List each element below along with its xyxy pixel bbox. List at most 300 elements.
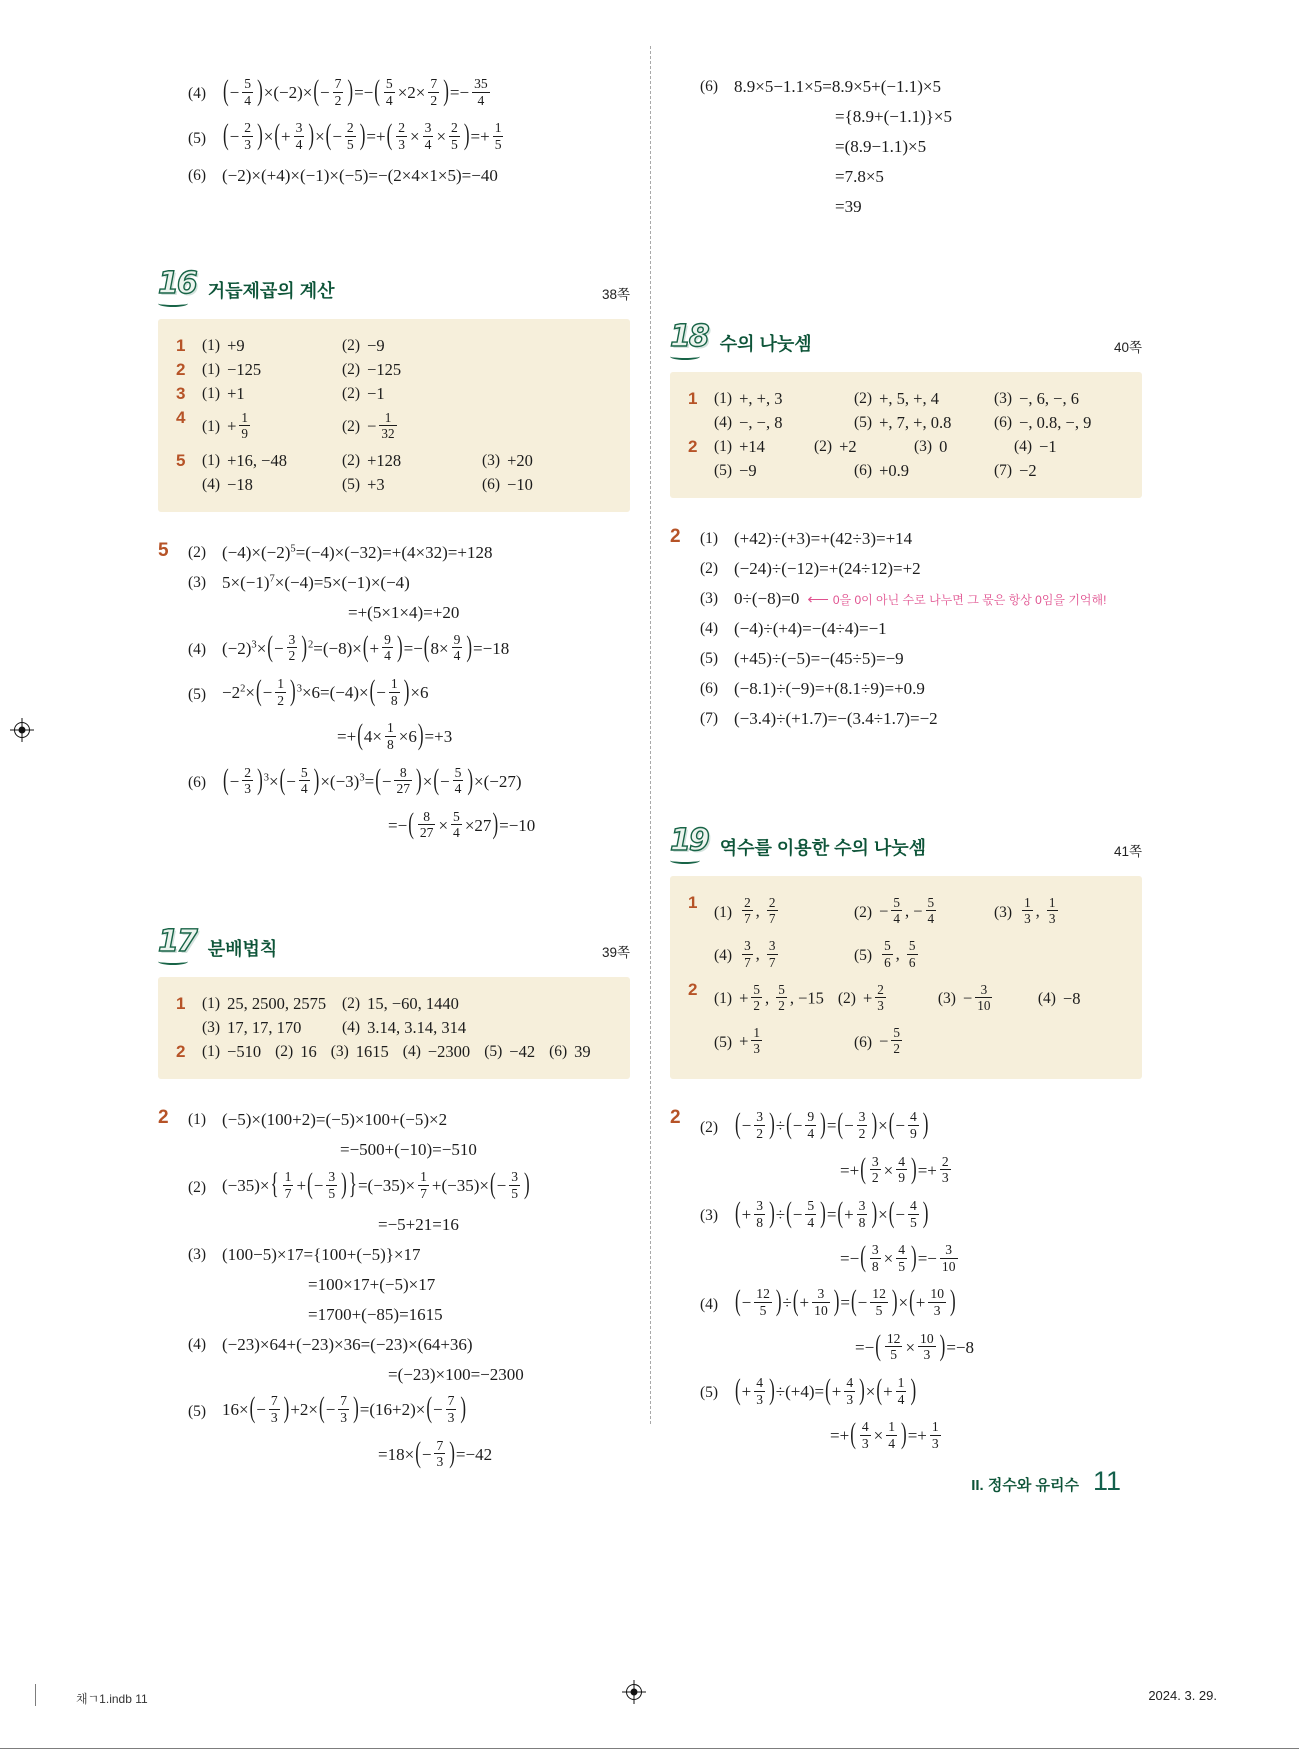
fraction: $\frac{5}{6}$ bbox=[884, 938, 891, 970]
answer-value: 25, 2500, 2575 bbox=[227, 994, 327, 1014]
solution-line bbox=[700, 1284, 1142, 1324]
section-header bbox=[158, 924, 630, 965]
item-label: (5) bbox=[854, 947, 873, 965]
answer-value: −, 0.8, −, 9 bbox=[1019, 413, 1092, 432]
fraction: $\frac{5}{2}$ bbox=[753, 981, 760, 1013]
item-label: (2) bbox=[814, 438, 833, 455]
item-label: (3) bbox=[188, 574, 207, 592]
equation: (+ $\frac{3}{8}$ )÷(− $\frac{5}{4}$ )=(+ $\frac{3}{8}$ )×(− $\frac{4}{5}$ ) bbox=[735, 1195, 929, 1230]
solution-block bbox=[670, 1103, 1142, 1461]
item-label: (5) bbox=[714, 1033, 733, 1051]
item-label: (4) bbox=[1037, 990, 1056, 1008]
solution-block bbox=[158, 70, 630, 193]
solution-line bbox=[700, 1152, 1142, 1192]
item-label: (2) bbox=[342, 451, 361, 469]
solution-line bbox=[700, 164, 1142, 190]
answer-cell bbox=[714, 389, 840, 409]
fraction: $\frac{9}{4}$ bbox=[453, 631, 461, 664]
answer-value: −, 6, −, 6 bbox=[1019, 389, 1079, 408]
registration-mark-icon bbox=[622, 1680, 646, 1704]
fraction: $\frac{1}{3}$ bbox=[753, 1025, 760, 1057]
item-label: (5) bbox=[342, 475, 361, 493]
fraction: $\frac{5}{4}$ bbox=[300, 764, 308, 797]
problem-number: 1 bbox=[688, 389, 698, 408]
item-label: (6) bbox=[854, 462, 873, 479]
solution-line bbox=[700, 706, 1142, 732]
item-label: (1) bbox=[714, 990, 733, 1008]
solution-line bbox=[188, 1107, 630, 1133]
fraction: $\frac{1}{4}$ bbox=[897, 1374, 905, 1407]
solution-line bbox=[700, 1107, 1142, 1147]
item-label: (1) bbox=[202, 451, 221, 469]
item-label: (1) bbox=[714, 903, 733, 921]
item-label: (2) bbox=[700, 560, 719, 578]
fraction: $\frac{8}{27}$ bbox=[419, 808, 434, 841]
equation: =100×17+(−5)×17 bbox=[308, 1274, 436, 1294]
answer-cell bbox=[1014, 437, 1100, 457]
problem-number: 1 bbox=[176, 335, 186, 355]
item-label: (5) bbox=[188, 129, 207, 147]
item-label: (4) bbox=[188, 1335, 207, 1353]
equation: =−( $\frac{3}{8}$ × $\frac{4}{5}$ )=− $\frac{3}{10}$ bbox=[840, 1240, 956, 1274]
fraction: $\frac{10}{3}$ bbox=[930, 1286, 944, 1318]
item-label: (4) bbox=[342, 1019, 361, 1037]
equation: (−3.4)÷(+1.7)=−(3.4÷1.7)=−2 bbox=[734, 709, 938, 729]
equation: (+42)÷(+3)=+(42÷3)=+14 bbox=[734, 529, 913, 549]
equation: (−5)×(100+2)=(−5)×100+(−5)×2 bbox=[222, 1110, 448, 1130]
equation: =+(5×1×4)=+20 bbox=[348, 603, 460, 623]
answer-value: +, 7, +, 0.8 bbox=[879, 413, 952, 432]
item-label: (3) bbox=[330, 1043, 349, 1061]
page-edge-line bbox=[0, 1748, 1299, 1749]
item-label: (1) bbox=[202, 995, 221, 1013]
solution-line bbox=[188, 1301, 630, 1327]
answer-cell bbox=[714, 1023, 840, 1062]
fraction: $\frac{3}{5}$ bbox=[511, 1169, 519, 1201]
solution-line bbox=[700, 1196, 1142, 1236]
problem-number: 2 bbox=[158, 1107, 169, 1129]
solution-line bbox=[700, 556, 1142, 582]
item-label: (2) bbox=[342, 384, 361, 402]
answer-row bbox=[172, 384, 616, 404]
answer-value: −2300 bbox=[427, 1042, 471, 1062]
fraction: $\frac{5}{2}$ bbox=[778, 981, 785, 1013]
print-file-info: 채ㄱ1.indb 11 bbox=[76, 1692, 148, 1706]
fraction: $\frac{3}{8}$ bbox=[871, 1242, 879, 1274]
solution-line bbox=[188, 1241, 630, 1267]
answer-row bbox=[684, 1023, 1128, 1062]
crop-mark bbox=[35, 1684, 36, 1706]
page-footer bbox=[971, 1466, 1121, 1497]
fraction: $\frac{2}{5}$ bbox=[346, 120, 354, 152]
problem-number: 2 bbox=[176, 1042, 186, 1062]
answer-value: +2 bbox=[839, 437, 857, 456]
problem-number: 1 bbox=[688, 893, 698, 912]
equation: ={8.9+(−1.1)}×5 bbox=[835, 107, 952, 127]
equation: 8.9×5−1.1×5=8.9×5+(−1.1)×5 bbox=[734, 77, 942, 97]
solution-line bbox=[700, 646, 1142, 672]
item-label: (2) bbox=[854, 903, 873, 921]
equation: 0÷(−8)=0 ⟵ 0을 0이 아닌 수로 나누면 그 몫은 항상 0임을 기억해! bbox=[734, 589, 1107, 609]
answer-cell bbox=[202, 408, 328, 447]
answer-value: − $\frac{3}{10}$ bbox=[962, 981, 991, 1013]
column-divider bbox=[650, 46, 651, 1424]
answer-value: − $\frac{1}{32}$ bbox=[367, 409, 395, 441]
solution-line bbox=[188, 630, 630, 670]
answer-value: +20 bbox=[507, 450, 533, 470]
problem-number: 1 bbox=[176, 994, 186, 1014]
item-label: (4) bbox=[700, 1295, 719, 1313]
answer-cell bbox=[994, 413, 1120, 433]
answer-cell bbox=[275, 1042, 317, 1062]
item-label: (1) bbox=[700, 530, 719, 548]
fraction: $\frac{5}{4}$ bbox=[454, 764, 462, 797]
fraction: $\frac{4}{5}$ bbox=[898, 1242, 906, 1274]
equation: $5\times(-1)^7\times(-4)=5\times(-1)\times(-4)$ bbox=[222, 573, 410, 593]
solution-line bbox=[188, 763, 630, 803]
answer-cell bbox=[202, 994, 328, 1014]
answer-value: −510 bbox=[227, 1042, 262, 1062]
item-label: (5) bbox=[188, 685, 207, 703]
section-page-ref: 38쪽 bbox=[601, 286, 630, 302]
answer-value: − $\frac{5}{2}$ bbox=[879, 1025, 900, 1057]
answer-box bbox=[670, 876, 1142, 1079]
answer-value: −9 bbox=[739, 461, 757, 480]
equation: (−23)×64+(−23)×36=(−23)×(64+36) bbox=[222, 1334, 473, 1354]
answer-cell bbox=[714, 980, 824, 1019]
problem-number bbox=[158, 70, 188, 193]
solution-block bbox=[158, 1103, 630, 1480]
equation: 16×(− $\frac{7}{3}$ )+2×(− $\frac{7}{3}$ )=(16+2)×(− $\frac{7}{3}$ ) bbox=[222, 1391, 467, 1425]
equation: (− $\frac{2}{3}$ )×(+ $\frac{3}{4}$ )×(− $\frac{2}{5}$ )=+( $\frac{2}{3}$ × $\frac{3}{4}$ × $\frac{2}{5}$ )=+ $\frac{1}{5}$ bbox=[223, 118, 502, 152]
item-label: (6) bbox=[549, 1043, 568, 1061]
solution-line bbox=[700, 586, 1142, 612]
fraction: $\frac{3}{10}$ bbox=[977, 981, 991, 1013]
answer-cell bbox=[482, 475, 608, 495]
section-page-ref: 40쪽 bbox=[1113, 340, 1142, 355]
answer-cell bbox=[714, 461, 840, 481]
equation: $-2^2\times(-$ $\frac{1}{2}$ )$^3$×6=(−4)×(− $\frac{1}{8}$ )×6 bbox=[222, 674, 429, 708]
answer-cell bbox=[854, 1023, 980, 1062]
fraction: $\frac{3}{10}$ bbox=[814, 1286, 828, 1318]
answer-cell bbox=[914, 437, 1000, 457]
answer-row bbox=[172, 336, 616, 356]
answer-cell bbox=[342, 994, 468, 1014]
fraction: $\frac{1}{7}$ bbox=[284, 1169, 292, 1201]
answer-value: $\frac{5}{6}$ , $\frac{5}{6}$ bbox=[884, 938, 916, 970]
answer-value: −9 bbox=[367, 335, 385, 355]
answer-box bbox=[670, 372, 1142, 498]
answer-cell bbox=[342, 384, 468, 404]
equation: (− $\frac{3}{2}$ )÷(− $\frac{9}{4}$ )=(− $\frac{3}{2}$ )×(− $\frac{4}{9}$ ) bbox=[735, 1107, 929, 1141]
item-label: (6) bbox=[188, 774, 207, 792]
fraction: $\frac{5}{4}$ bbox=[453, 808, 460, 841]
item-label: (5) bbox=[484, 1043, 503, 1061]
margin-note: ⟵ 0을 0이 아닌 수로 나누면 그 몫은 항상 0임을 기억해! bbox=[807, 591, 1107, 609]
answer-cell bbox=[202, 1018, 328, 1038]
answer-cell bbox=[994, 389, 1120, 409]
solution-line bbox=[700, 74, 1142, 100]
section-header bbox=[670, 823, 1142, 864]
fraction: $\frac{3}{10}$ bbox=[941, 1242, 956, 1274]
item-label: (4) bbox=[1014, 438, 1033, 455]
fraction: $\frac{7}{2}$ bbox=[430, 76, 438, 108]
registration-mark-icon bbox=[10, 718, 34, 742]
fraction: $\frac{4}{3}$ bbox=[846, 1374, 854, 1407]
equation: (100−5)×17={100+(−5)}×17 bbox=[222, 1244, 421, 1264]
answer-value: + $\frac{5}{2}$ , $\frac{5}{2}$ , −15 bbox=[739, 981, 824, 1013]
item-label: (5) bbox=[700, 650, 719, 668]
answer-row bbox=[684, 461, 1128, 481]
answer-cell bbox=[403, 1042, 470, 1062]
fraction: $\frac{35}{4}$ bbox=[474, 76, 488, 108]
answer-value: 39 bbox=[574, 1042, 591, 1062]
solution-line bbox=[188, 1391, 630, 1431]
fraction: $\frac{1}{8}$ bbox=[386, 720, 394, 752]
fraction: $\frac{1}{7}$ bbox=[420, 1169, 427, 1201]
fraction: $\frac{5}{4}$ bbox=[807, 1197, 815, 1230]
answer-value: +1 bbox=[227, 383, 245, 403]
answer-value: −1 bbox=[1039, 437, 1057, 456]
answer-value: + $\frac{2}{3}$ bbox=[862, 981, 884, 1013]
answer-cell bbox=[484, 1042, 535, 1062]
item-label: (2) bbox=[854, 390, 873, 407]
answer-cell bbox=[994, 461, 1120, 481]
answer-value: 3.14, 3.14, 314 bbox=[367, 1018, 467, 1038]
answer-row bbox=[684, 437, 1128, 457]
right-column bbox=[670, 46, 1142, 1480]
answer-row bbox=[172, 1042, 616, 1062]
item-label: (1) bbox=[202, 1043, 221, 1061]
answer-row bbox=[684, 893, 1128, 932]
solution-line bbox=[188, 1167, 630, 1207]
problem-number: 2 bbox=[670, 1107, 681, 1129]
solution-line bbox=[700, 1373, 1142, 1413]
answer-cell bbox=[838, 980, 924, 1019]
equation: =+( $\frac{4}{3}$ × $\frac{1}{4}$ )=+ $\frac{1}{3}$ bbox=[830, 1417, 939, 1451]
solution-line bbox=[188, 1361, 630, 1387]
answer-value: 0 bbox=[939, 437, 948, 456]
equation: =−( $\frac{12}{5}$ × $\frac{10}{3}$ )=−8 bbox=[855, 1328, 974, 1363]
answer-cell bbox=[854, 936, 980, 975]
item-label: (3) bbox=[202, 1019, 221, 1037]
answer-box bbox=[158, 319, 630, 512]
item-label: (3) bbox=[700, 1207, 719, 1225]
item-label: (2) bbox=[342, 418, 361, 436]
answer-value: −, −, 8 bbox=[739, 413, 783, 432]
answer-cell bbox=[814, 437, 900, 457]
fraction: $\frac{2}{3}$ bbox=[244, 764, 252, 797]
solution-line bbox=[700, 134, 1142, 160]
long-left-arrow-icon: ⟵ bbox=[807, 591, 828, 609]
item-label: (3) bbox=[937, 990, 956, 1008]
section-header bbox=[670, 319, 1142, 360]
answer-value: −8 bbox=[1062, 989, 1081, 1009]
answer-cell bbox=[342, 475, 468, 495]
fraction: $\frac{3}{4}$ bbox=[424, 120, 432, 152]
item-label: (1) bbox=[202, 384, 221, 402]
section-number-icon: 19 bbox=[670, 826, 708, 864]
answer-cell bbox=[202, 336, 328, 356]
equation: (−24)÷(−12)=+(24÷12)=+2 bbox=[734, 559, 921, 579]
left-column bbox=[158, 46, 630, 1480]
answer-cell bbox=[714, 437, 800, 457]
item-label: (4) bbox=[202, 475, 221, 493]
problem-number bbox=[670, 70, 700, 224]
answer-cell bbox=[938, 980, 1024, 1019]
answer-cell bbox=[714, 893, 840, 932]
fraction: $\frac{2}{3}$ bbox=[877, 981, 884, 1013]
item-label: (3) bbox=[914, 438, 933, 455]
item-label: (1) bbox=[714, 438, 733, 455]
section-title: 역수를 이용한 수의 나눗셈 bbox=[719, 838, 927, 858]
answer-value: +9 bbox=[227, 335, 245, 355]
equation: (− $\frac{2}{3}$ )$^3$×(− $\frac{5}{4}$ )$\times(-3)^3=(-$ $\frac{8}{27}$ )×(− $\frac{5}{4}$ )×(−27) bbox=[223, 762, 522, 797]
fraction: $\frac{8}{27}$ bbox=[396, 764, 411, 797]
answer-box bbox=[158, 977, 630, 1079]
fraction: $\frac{4}{5}$ bbox=[910, 1197, 917, 1230]
answer-cell bbox=[854, 893, 980, 932]
item-label: (4) bbox=[402, 1043, 421, 1061]
section-title: 수의 나눗셈 bbox=[719, 334, 812, 354]
solution-block bbox=[670, 70, 1142, 224]
fraction: $\frac{3}{7}$ bbox=[744, 938, 751, 970]
item-label: (4) bbox=[714, 947, 733, 965]
item-label: (6) bbox=[994, 414, 1013, 431]
problem-number: 3 bbox=[176, 383, 186, 403]
fraction: $\frac{12}{5}$ bbox=[886, 1330, 901, 1363]
item-label: (2) bbox=[275, 1043, 294, 1061]
fraction: $\frac{9}{4}$ bbox=[807, 1109, 815, 1141]
item-label: (1) bbox=[714, 390, 733, 407]
answer-row bbox=[172, 360, 616, 380]
fraction: $\frac{10}{3}$ bbox=[920, 1330, 934, 1363]
answer-row bbox=[684, 413, 1128, 433]
item-label: (5) bbox=[714, 462, 733, 479]
solution-line bbox=[700, 1240, 1142, 1280]
solution-line bbox=[188, 540, 630, 566]
item-label: (7) bbox=[700, 710, 719, 728]
fraction: $\frac{2}{3}$ bbox=[941, 1153, 949, 1186]
solution-block bbox=[158, 536, 630, 851]
equation: (+45)÷(−5)=−(45÷5)=−9 bbox=[734, 649, 904, 669]
equation: =39 bbox=[835, 197, 862, 217]
problem-number: 2 bbox=[688, 979, 698, 999]
answer-value: +, +, 3 bbox=[739, 389, 783, 408]
fraction: $\frac{4}{3}$ bbox=[756, 1374, 764, 1407]
answer-cell bbox=[854, 413, 980, 433]
answer-cell bbox=[1038, 980, 1124, 1019]
fraction: $\frac{2}{7}$ bbox=[768, 895, 776, 927]
solution-line bbox=[700, 526, 1142, 552]
item-label: (6) bbox=[700, 78, 719, 96]
answer-row bbox=[172, 451, 616, 471]
equation: (+ $\frac{4}{3}$ )÷(+4)=(+ $\frac{4}{3}$ )×(+ $\frac{1}{4}$ ) bbox=[735, 1372, 917, 1407]
section-number-icon: 16 bbox=[158, 269, 196, 307]
answer-cell bbox=[482, 451, 608, 471]
answer-cell bbox=[714, 936, 840, 975]
answer-value: − $\frac{5}{4}$ , − $\frac{5}{4}$ bbox=[879, 895, 935, 927]
item-label: (2) bbox=[342, 995, 361, 1013]
chapter-label: II. 정수와 유리수 bbox=[971, 1477, 1079, 1494]
problem-number: 2 bbox=[688, 437, 698, 456]
item-label: (3) bbox=[994, 903, 1013, 921]
item-label: (5) bbox=[854, 414, 873, 431]
fraction: $\frac{4}{3}$ bbox=[861, 1419, 869, 1451]
item-label: (1) bbox=[188, 1111, 207, 1129]
answer-value: +128 bbox=[367, 450, 402, 470]
equation: (−2)×(+4)×(−1)×(−5)=−(2×4×1×5)=−40 bbox=[222, 165, 498, 185]
fraction: $\frac{2}{7}$ bbox=[744, 895, 751, 927]
answer-cell bbox=[854, 389, 980, 409]
answer-value: +16, −48 bbox=[227, 450, 287, 470]
item-label: (1) bbox=[202, 336, 221, 354]
item-label: (5) bbox=[700, 1384, 719, 1402]
solution-line bbox=[188, 118, 630, 158]
item-label: (4) bbox=[700, 620, 719, 638]
equation: (−8.1)÷(−9)=+(8.1÷9)=+0.9 bbox=[734, 679, 925, 699]
answer-cell bbox=[202, 475, 328, 495]
fraction: $\frac{1}{32}$ bbox=[381, 409, 395, 441]
answer-cell bbox=[342, 360, 468, 380]
section-title: 거듭제곱의 계산 bbox=[207, 280, 335, 301]
answer-value: −125 bbox=[227, 359, 262, 379]
item-label: (6) bbox=[700, 680, 719, 698]
section-page-ref: 41쪽 bbox=[1113, 844, 1142, 859]
fraction: $\frac{3}{7}$ bbox=[768, 938, 776, 970]
item-label: (6) bbox=[854, 1033, 873, 1051]
problem-number: 5 bbox=[176, 450, 186, 470]
problem-number: 5 bbox=[158, 539, 169, 561]
answer-value: +0.9 bbox=[879, 461, 910, 480]
solution-line bbox=[188, 74, 630, 114]
answer-cell bbox=[994, 893, 1120, 932]
item-label: (3) bbox=[994, 390, 1013, 407]
answer-cell bbox=[331, 1042, 389, 1062]
fraction: $\frac{3}{5}$ bbox=[328, 1169, 336, 1201]
fraction: $\frac{5}{2}$ bbox=[893, 1025, 900, 1057]
answer-value: + $\frac{1}{9}$ bbox=[227, 409, 248, 441]
fraction: $\frac{3}{8}$ bbox=[756, 1197, 764, 1230]
solution-line bbox=[188, 807, 630, 847]
fraction: $\frac{1}{3}$ bbox=[931, 1419, 939, 1451]
equation: =18×(− $\frac{7}{3}$ )=−42 bbox=[378, 1435, 493, 1470]
answer-value: + $\frac{1}{3}$ bbox=[739, 1025, 760, 1057]
fraction: $\frac{5}{4}$ bbox=[927, 895, 935, 927]
fraction: $\frac{1}{8}$ bbox=[390, 676, 398, 708]
solution-line bbox=[188, 570, 630, 596]
answer-cell bbox=[202, 451, 328, 471]
equation: =−( $\frac{8}{27}$ × $\frac{5}{4}$ ×27)=−10 bbox=[388, 806, 536, 841]
problem-number: 4 bbox=[176, 407, 186, 427]
solution-line bbox=[188, 718, 630, 758]
solution-line bbox=[700, 1329, 1142, 1369]
item-label: (3) bbox=[700, 590, 719, 608]
answer-row bbox=[172, 1018, 616, 1038]
answer-cell bbox=[202, 360, 328, 380]
answer-row bbox=[172, 408, 616, 447]
item-label: (2) bbox=[342, 360, 361, 378]
equation: (−35)×{ $\frac{1}{7}$ +(− $\frac{3}{5}$ ) }=(−35)× $\frac{1}{7}$ +(−35)×(− $\frac{3}{5}$ ) bbox=[222, 1167, 530, 1201]
fraction: $\frac{1}{4}$ bbox=[888, 1419, 896, 1451]
answer-row bbox=[684, 936, 1128, 975]
item-label: (4) bbox=[188, 641, 207, 659]
fraction: $\frac{1}{3}$ bbox=[1048, 895, 1056, 927]
answer-value: +14 bbox=[739, 437, 765, 456]
solution-line bbox=[188, 674, 630, 714]
page-content bbox=[158, 46, 1142, 1480]
equation: =1700+(−85)=1615 bbox=[308, 1304, 443, 1324]
